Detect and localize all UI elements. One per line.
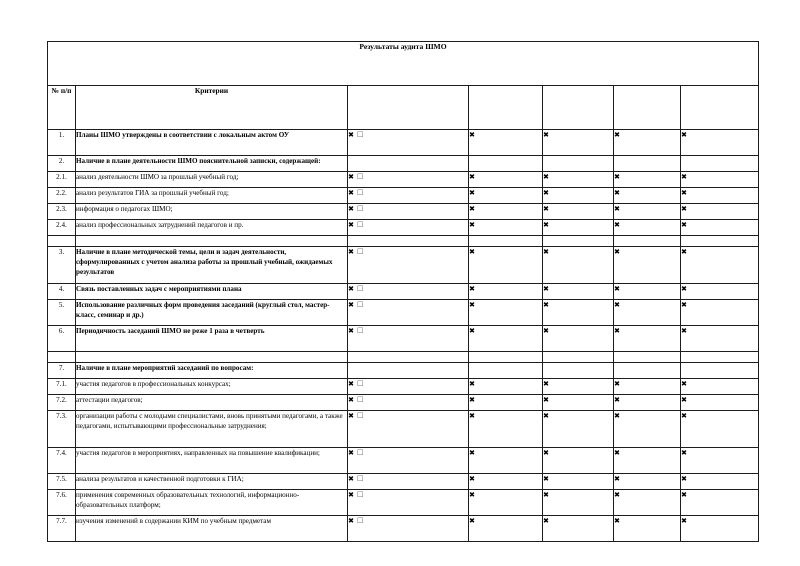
mark-cell-col4[interactable] [469, 284, 543, 300]
mark-cell-col3[interactable] [348, 474, 469, 490]
table-row [48, 172, 759, 188]
mark-cell-col4[interactable] [469, 247, 543, 284]
checkbox-icon[interactable]: ☐ [357, 490, 364, 499]
row-number: 7.2. [48, 395, 76, 411]
cross-mark: ✖ [543, 188, 550, 197]
cross-mark: ✖ [614, 379, 621, 388]
cross-mark: ✖ [614, 516, 621, 525]
mark-cell-col5[interactable] [543, 188, 614, 204]
cross-mark: ✖ [469, 188, 476, 197]
checkbox-icon[interactable]: ☐ [357, 326, 364, 335]
cross-mark: ✖ [469, 411, 476, 420]
mark-cell-col4[interactable] [469, 363, 543, 379]
mark-cell-col6[interactable] [614, 156, 681, 172]
mark-cell-col5[interactable] [543, 516, 614, 542]
checkbox-icon[interactable]: ☐ [357, 130, 364, 139]
mark-cell-col6[interactable] [614, 236, 681, 247]
cross-mark: ✖ [543, 204, 550, 213]
mark-cell-col5[interactable] [543, 300, 614, 326]
row-number: 2.2. [48, 188, 76, 204]
row-number: 7. [48, 363, 76, 379]
mark-cell-col4[interactable] [469, 130, 543, 156]
mark-cell-col7[interactable] [681, 379, 759, 395]
mark-cell-col7[interactable] [681, 363, 759, 379]
mark-cell-col4[interactable] [469, 220, 543, 236]
mark-cell-col6[interactable] [614, 411, 681, 448]
mark-cell-col3[interactable] [348, 352, 469, 363]
cross-mark: ✖ [469, 300, 476, 309]
mark-cell-col5[interactable] [543, 448, 614, 474]
row-number: 7.7. [48, 516, 76, 542]
cross-mark: ✖ [614, 188, 621, 197]
table-row [48, 474, 759, 490]
cross-mark: ✖ [681, 411, 688, 420]
mark-cell-col3[interactable] [348, 379, 469, 395]
table-row [48, 156, 759, 172]
mark-cell-col6[interactable] [614, 247, 681, 284]
cross-mark: ✖ [681, 379, 688, 388]
checkbox-icon[interactable]: ☐ [357, 247, 364, 256]
cross-mark: ✖ [681, 172, 688, 181]
mark-cell-col7[interactable] [681, 236, 759, 247]
mark-cell-col4[interactable] [469, 395, 543, 411]
mark-cell-col6[interactable] [614, 300, 681, 326]
cross-mark: ✖ [469, 326, 476, 335]
audit-results-table [47, 41, 759, 542]
mark-cell-col3[interactable] [348, 363, 469, 379]
row-number: 7.4. [48, 448, 76, 474]
cross-mark: ✖ [614, 448, 621, 457]
mark-cell-col3[interactable] [348, 490, 469, 516]
cross-mark: ✖ [614, 204, 621, 213]
mark-cell-col5[interactable] [543, 172, 614, 188]
mark-cell-col6[interactable] [614, 284, 681, 300]
criteria-text: Планы ШМО утверждены в соответствии с локальным актом ОУ [76, 130, 348, 156]
criteria-text [76, 236, 348, 247]
table-row [48, 516, 759, 542]
mark-cell-col4[interactable] [469, 352, 543, 363]
mark-cell-col7[interactable] [681, 448, 759, 474]
checkbox-icon[interactable]: ☐ [357, 188, 364, 197]
cross-mark: ✖ [614, 130, 621, 139]
criteria-text: анализ профессиональных затруднений педагогов и пр. [76, 220, 348, 236]
mark-cell-col7[interactable] [681, 411, 759, 448]
cross-mark: ✖ [348, 247, 355, 256]
cross-mark: ✖ [543, 516, 550, 525]
mark-cell-col3[interactable] [348, 516, 469, 542]
cross-mark: ✖ [614, 220, 621, 229]
cross-mark: ✖ [469, 247, 476, 256]
mark-cell-col3[interactable] [348, 284, 469, 300]
cross-mark: ✖ [348, 411, 355, 420]
mark-cell-col6[interactable] [614, 516, 681, 542]
cross-mark: ✖ [543, 411, 550, 420]
mark-cell-col4[interactable] [469, 490, 543, 516]
cross-mark: ✖ [543, 220, 550, 229]
criteria-text: информация о педагогах ШМО; [76, 204, 348, 220]
mark-cell-col7[interactable] [681, 326, 759, 352]
checkbox-icon[interactable]: ☐ [357, 220, 364, 229]
table-row [48, 411, 759, 448]
mark-cell-col5[interactable] [543, 130, 614, 156]
mark-cell-col3[interactable] [348, 326, 469, 352]
cross-mark: ✖ [543, 448, 550, 457]
cross-mark: ✖ [681, 516, 688, 525]
header-criteria: Критерии [76, 86, 348, 130]
mark-cell-col7[interactable] [681, 247, 759, 284]
cross-mark: ✖ [348, 395, 355, 404]
mark-cell-col4[interactable] [469, 172, 543, 188]
table-row [48, 188, 759, 204]
checkbox-icon[interactable]: ☐ [357, 411, 364, 420]
row-number: 7.5. [48, 474, 76, 490]
cross-mark: ✖ [348, 379, 355, 388]
row-number: 1. [48, 130, 76, 156]
mark-cell-col6[interactable] [614, 474, 681, 490]
mark-cell-col5[interactable] [543, 363, 614, 379]
header-column-3 [348, 86, 469, 130]
mark-cell-col4[interactable] [469, 474, 543, 490]
criteria-text: Наличие в плане методической темы, цели и задач деятельности, сформулированных с учетом анализа работы за прошлый учебный, ожидаемых результатов [76, 247, 348, 284]
cross-mark: ✖ [348, 448, 355, 457]
criteria-text: применения современных образовательных технологий, информационно-образовательных платформ; [76, 490, 348, 516]
checkbox-icon[interactable]: ☐ [357, 474, 364, 483]
table-title: Результаты аудита ШМО [48, 42, 759, 86]
row-number [48, 236, 76, 247]
cross-mark: ✖ [469, 172, 476, 181]
criteria-text: Периодичность заседаний ШМО не реже 1 раза в четверть [76, 326, 348, 352]
row-number: 7.6. [48, 490, 76, 516]
table-row [48, 448, 759, 474]
cross-mark: ✖ [614, 395, 621, 404]
criteria-text: участия педагогов в профессиональных конкурсах; [76, 379, 348, 395]
checkbox-icon[interactable]: ☐ [357, 172, 364, 181]
mark-cell-col6[interactable] [614, 379, 681, 395]
criteria-text: участия педагогов в мероприятиях, направленных на повышение квалификации; [76, 448, 348, 474]
mark-cell-col3[interactable] [348, 188, 469, 204]
cross-mark: ✖ [681, 188, 688, 197]
mark-cell-col6[interactable] [614, 188, 681, 204]
row-number: 2.3. [48, 204, 76, 220]
criteria-text: анализ деятельности ШМО за прошлый учебный год; [76, 172, 348, 188]
mark-cell-col5[interactable] [543, 379, 614, 395]
mark-cell-col6[interactable] [614, 204, 681, 220]
table-row [48, 284, 759, 300]
mark-cell-col3[interactable] [348, 172, 469, 188]
row-number: 5. [48, 300, 76, 326]
row-number [48, 352, 76, 363]
row-number: 2.1. [48, 172, 76, 188]
mark-cell-col3[interactable] [348, 448, 469, 474]
cross-mark: ✖ [614, 300, 621, 309]
cross-mark: ✖ [543, 172, 550, 181]
criteria-text: Наличие в плане мероприятий заседаний по вопросам: [76, 363, 348, 379]
header-column-7 [681, 86, 759, 130]
mark-cell-col3[interactable] [348, 204, 469, 220]
mark-cell-col3[interactable] [348, 247, 469, 284]
mark-cell-col3[interactable] [348, 411, 469, 448]
mark-cell-col3[interactable] [348, 300, 469, 326]
cross-mark: ✖ [469, 516, 476, 525]
row-number: 4. [48, 284, 76, 300]
cross-mark: ✖ [543, 379, 550, 388]
table-header-row [48, 86, 759, 130]
mark-cell-col5[interactable] [543, 204, 614, 220]
cross-mark: ✖ [348, 130, 355, 139]
header-column-4 [469, 86, 543, 130]
table-row [48, 300, 759, 326]
header-number: № п/п [48, 86, 76, 130]
cross-mark: ✖ [681, 326, 688, 335]
mark-cell-col4[interactable] [469, 236, 543, 247]
table-row [48, 326, 759, 352]
mark-cell-col7[interactable] [681, 172, 759, 188]
mark-cell-col6[interactable] [614, 352, 681, 363]
mark-cell-col4[interactable] [469, 188, 543, 204]
mark-cell-col7[interactable] [681, 474, 759, 490]
mark-cell-col7[interactable] [681, 188, 759, 204]
row-number: 7.1. [48, 379, 76, 395]
cross-mark: ✖ [469, 490, 476, 499]
table-row [48, 247, 759, 284]
cross-mark: ✖ [614, 172, 621, 181]
mark-cell-col7[interactable] [681, 490, 759, 516]
cross-mark: ✖ [543, 247, 550, 256]
mark-cell-col5[interactable] [543, 220, 614, 236]
checkbox-icon[interactable]: ☐ [357, 300, 364, 309]
mark-cell-col5[interactable] [543, 156, 614, 172]
mark-cell-col7[interactable] [681, 156, 759, 172]
table-row [48, 363, 759, 379]
mark-cell-col7[interactable] [681, 516, 759, 542]
criteria-text: организации работы с молодыми специалистами, вновь принятыми педагогами, а также педагогами, испытывающими профессиональные затруднения; [76, 411, 348, 448]
mark-cell-col5[interactable] [543, 247, 614, 284]
cross-mark: ✖ [348, 284, 355, 293]
cross-mark: ✖ [469, 379, 476, 388]
cross-mark: ✖ [681, 300, 688, 309]
mark-cell-col7[interactable] [681, 130, 759, 156]
row-number: 3. [48, 247, 76, 284]
cross-mark: ✖ [469, 395, 476, 404]
mark-cell-col5[interactable] [543, 395, 614, 411]
table-row [48, 490, 759, 516]
criteria-text: изучения изменений в содержании КИМ по учебным предметам [76, 516, 348, 542]
mark-cell-col4[interactable] [469, 516, 543, 542]
mark-cell-col7[interactable] [681, 284, 759, 300]
criteria-text: анализ результатов ГИА за прошлый учебный год; [76, 188, 348, 204]
table-row [48, 236, 759, 247]
cross-mark: ✖ [469, 474, 476, 483]
cross-mark: ✖ [614, 284, 621, 293]
mark-cell-col5[interactable] [543, 236, 614, 247]
mark-cell-col5[interactable] [543, 326, 614, 352]
cross-mark: ✖ [469, 130, 476, 139]
mark-cell-col6[interactable] [614, 395, 681, 411]
cross-mark: ✖ [543, 474, 550, 483]
mark-cell-col6[interactable] [614, 363, 681, 379]
mark-cell-col5[interactable] [543, 352, 614, 363]
cross-mark: ✖ [681, 490, 688, 499]
cross-mark: ✖ [348, 220, 355, 229]
cross-mark: ✖ [681, 220, 688, 229]
mark-cell-col7[interactable] [681, 352, 759, 363]
mark-cell-col6[interactable] [614, 326, 681, 352]
cross-mark: ✖ [681, 448, 688, 457]
criteria-text: анализа результатов и качественной подготовки к ГИА; [76, 474, 348, 490]
mark-cell-col6[interactable] [614, 490, 681, 516]
mark-cell-col5[interactable] [543, 411, 614, 448]
cross-mark: ✖ [543, 395, 550, 404]
row-number: 2.4. [48, 220, 76, 236]
mark-cell-col5[interactable] [543, 284, 614, 300]
mark-cell-col6[interactable] [614, 130, 681, 156]
criteria-text: Связь поставленных задач с мероприятиями плана [76, 284, 348, 300]
cross-mark: ✖ [681, 474, 688, 483]
checkbox-icon[interactable]: ☐ [357, 395, 364, 404]
mark-cell-col3[interactable] [348, 220, 469, 236]
cross-mark: ✖ [348, 326, 355, 335]
checkbox-icon[interactable]: ☐ [357, 379, 364, 388]
checkbox-icon[interactable]: ☐ [357, 204, 364, 213]
mark-cell-col3[interactable] [348, 395, 469, 411]
criteria-text: Использование различных форм проведения заседаний (круглый стол, мастер-класс, семинар и др.) [76, 300, 348, 326]
header-column-5 [543, 86, 614, 130]
cross-mark: ✖ [469, 284, 476, 293]
mark-cell-col3[interactable] [348, 236, 469, 247]
cross-mark: ✖ [681, 204, 688, 213]
table-row [48, 379, 759, 395]
mark-cell-col5[interactable] [543, 474, 614, 490]
cross-mark: ✖ [469, 204, 476, 213]
table-row [48, 130, 759, 156]
cross-mark: ✖ [543, 130, 550, 139]
cross-mark: ✖ [614, 411, 621, 420]
checkbox-icon[interactable]: ☐ [357, 516, 364, 525]
cross-mark: ✖ [681, 284, 688, 293]
cross-mark: ✖ [614, 247, 621, 256]
table-row [48, 204, 759, 220]
cross-mark: ✖ [614, 326, 621, 335]
cross-mark: ✖ [348, 516, 355, 525]
criteria-text: аттестации педагогов; [76, 395, 348, 411]
mark-cell-col3[interactable] [348, 156, 469, 172]
criteria-text [76, 352, 348, 363]
mark-cell-col3[interactable] [348, 130, 469, 156]
table-row [48, 395, 759, 411]
row-number: 7.3. [48, 411, 76, 448]
cross-mark: ✖ [681, 247, 688, 256]
mark-cell-col4[interactable] [469, 156, 543, 172]
cross-mark: ✖ [543, 490, 550, 499]
cross-mark: ✖ [614, 474, 621, 483]
mark-cell-col6[interactable] [614, 220, 681, 236]
cross-mark: ✖ [348, 474, 355, 483]
table-row [48, 352, 759, 363]
table-title-row [48, 42, 759, 86]
checkbox-icon[interactable]: ☐ [357, 284, 364, 293]
row-number: 2. [48, 156, 76, 172]
mark-cell-col7[interactable] [681, 220, 759, 236]
mark-cell-col7[interactable] [681, 204, 759, 220]
header-column-6 [614, 86, 681, 130]
mark-cell-col4[interactable] [469, 300, 543, 326]
cross-mark: ✖ [348, 204, 355, 213]
cross-mark: ✖ [348, 188, 355, 197]
row-number: 6. [48, 326, 76, 352]
mark-cell-col6[interactable] [614, 448, 681, 474]
checkbox-icon[interactable]: ☐ [357, 448, 364, 457]
mark-cell-col7[interactable] [681, 395, 759, 411]
table-row [48, 220, 759, 236]
mark-cell-col5[interactable] [543, 490, 614, 516]
mark-cell-col4[interactable] [469, 326, 543, 352]
cross-mark: ✖ [469, 448, 476, 457]
cross-mark: ✖ [543, 300, 550, 309]
cross-mark: ✖ [348, 300, 355, 309]
mark-cell-col6[interactable] [614, 172, 681, 188]
cross-mark: ✖ [348, 172, 355, 181]
cross-mark: ✖ [681, 395, 688, 404]
mark-cell-col4[interactable] [469, 379, 543, 395]
cross-mark: ✖ [614, 490, 621, 499]
mark-cell-col4[interactable] [469, 204, 543, 220]
cross-mark: ✖ [348, 490, 355, 499]
criteria-text: Наличие в плане деятельности ШМО пояснительной записки, содержащей: [76, 156, 348, 172]
mark-cell-col7[interactable] [681, 300, 759, 326]
cross-mark: ✖ [681, 130, 688, 139]
mark-cell-col4[interactable] [469, 448, 543, 474]
mark-cell-col4[interactable] [469, 411, 543, 448]
cross-mark: ✖ [543, 284, 550, 293]
cross-mark: ✖ [543, 326, 550, 335]
cross-mark: ✖ [469, 220, 476, 229]
